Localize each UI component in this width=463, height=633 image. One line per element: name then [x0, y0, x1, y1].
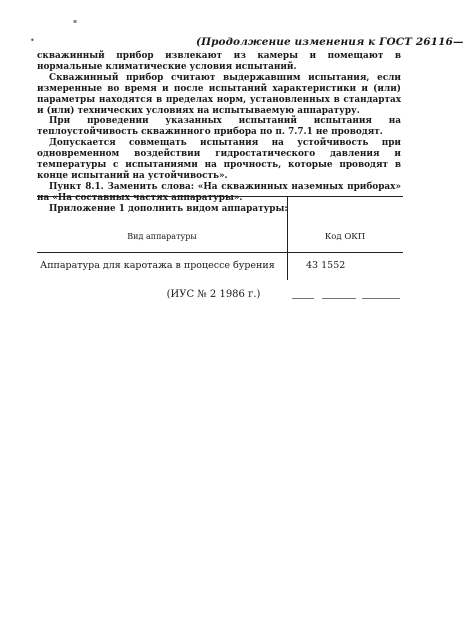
table-header-equipment-type: Вид аппаратуры — [127, 232, 197, 241]
table-header-okp-code: Код ОКП — [324, 232, 366, 242]
equipment-table — [37, 196, 403, 280]
page-mark: • — [30, 36, 35, 45]
footer-dash — [362, 298, 400, 299]
footer-dash — [292, 298, 314, 299]
document-header: (Продолжение изменения к ГОСТ 26116— — [196, 36, 463, 48]
paragraph: Пункт 8.1. Заменить слова: «На скважинных наземных приборах» на «На составных частях аппаратуры». — [37, 181, 401, 203]
paragraph: Допускается совмещать испытания на устойчивость при одновременном воздействии гидростатического давления и температуры с испытаниями на прочность, которые проводят в конце испытаний на устойчивость». — [37, 138, 401, 181]
table-header-rule — [37, 252, 403, 253]
table-cell-okp-code: 43 1552 — [306, 260, 346, 271]
table-cell-equipment-type: Аппаратура для каротажа в процессе бурения — [40, 260, 275, 271]
footer-dash — [322, 298, 356, 299]
scan-artifact: ▪ — [73, 18, 78, 25]
paragraph: скважинный прибор извлекают из камеры и помещают в нормальные климатические условия испытаний. — [37, 51, 401, 72]
footer-note: (ИУС № 2 1986 г.) — [166, 289, 261, 300]
table-top-rule — [37, 196, 403, 197]
paragraph: При проведении указанных испытаний испытания на теплоустойчивость скважинного прибора по п. 7.7.1 не проводят. — [37, 116, 401, 138]
document-body — [37, 51, 401, 215]
paragraph: Скважинный прибор считают выдержавшим испытания, если измеренные во время и после испытаний характеристики и (или) параметры находятся в пределах норм, установленных в стандартах и (или) технических условиях на испытываемую аппаратуру. — [37, 72, 401, 116]
paragraph: Приложение 1 дополнить видом аппаратуры: — [49, 203, 288, 214]
